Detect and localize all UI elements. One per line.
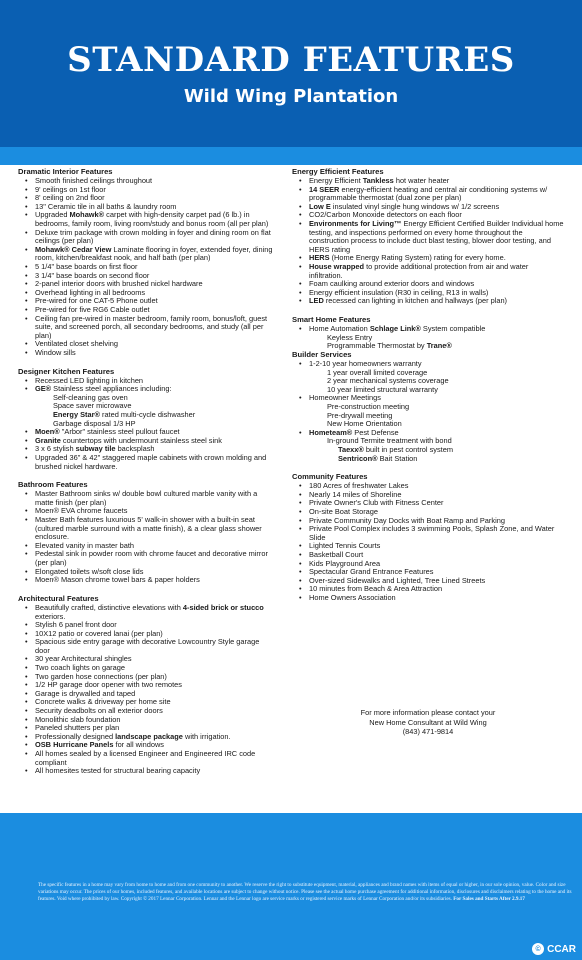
section-title: Energy Efficient Features [292, 167, 384, 176]
feature-text: Foam caulking around exterior doors and windows [309, 279, 475, 289]
feature-text: Overhead lighting in all bedrooms [35, 287, 146, 297]
page-subtitle: Wild Wing Plantation [183, 86, 399, 107]
feature-item [18, 550, 276, 567]
feature-item [292, 455, 564, 464]
feature-text: 1/2 HP garage door opener with two remotes [35, 680, 182, 690]
feature-text: Upgraded 36" & 42" staggered maple cabinets with crown molding and brushed nickel hardware. [35, 453, 267, 471]
section-title: Community Features [292, 472, 368, 482]
feature-item [292, 525, 564, 542]
feature-text-rest: hot water heater [393, 176, 450, 186]
feature-highlight: Hometeam® [309, 427, 353, 437]
feature-item [18, 516, 276, 542]
feature-text: Concrete walks & driveway per home site [35, 697, 171, 707]
feature-text: Moen® EVA chrome faucets [35, 506, 128, 516]
feature-text: Moen® Mason chrome towel bars & paper holders [35, 575, 200, 585]
feature-text-rest: with irrigation. [182, 731, 231, 741]
feature-text: Elongated toilets w/soft close lids [35, 566, 144, 576]
feature-item [292, 446, 564, 455]
disclaimer-sales-date: For Sales and Starts After 2.9.17 [453, 895, 525, 902]
feature-text-rest: exteriors. [35, 611, 66, 621]
feature-highlight: subway tile [75, 444, 116, 454]
feature-highlight: Environments for Living™ [309, 219, 402, 229]
header-accent-strip [0, 147, 582, 165]
feature-text-rest: recessed can lighting in kitchen and hallways (per plan) [323, 296, 508, 306]
feature-text: CO2/Carbon Monoxide detectors on each floor [309, 210, 462, 220]
feature-text-rest: Stainless steel appliances including: [51, 384, 172, 394]
feature-list [18, 490, 276, 585]
feature-text: Ventilated closet shelving [35, 339, 118, 349]
header-banner [0, 0, 582, 147]
feature-text: 10 year limited structural warranty [327, 384, 438, 394]
feature-item [18, 349, 276, 358]
feature-text: On-site Boat Storage [309, 506, 379, 516]
feature-text: In-ground Termite treatment with bond [327, 436, 452, 446]
feature-text-rest: backsplash [115, 444, 155, 454]
feature-text: 9' ceilings on 1st floor [35, 184, 106, 194]
feature-text-rest: insulated vinyl single hung windows w/ 1/2 screens [330, 201, 500, 211]
feature-section [18, 168, 276, 358]
feature-text: Basketball Court [309, 549, 364, 559]
feature-list [292, 482, 564, 602]
feature-text: Paneled shutters per plan [35, 723, 120, 733]
disclaimer-text [38, 882, 578, 902]
ccar-label: CCAR [547, 943, 576, 955]
feature-item [292, 220, 564, 254]
feature-text: Home Automation [309, 324, 370, 334]
feature-highlight: House wrapped [309, 262, 365, 272]
feature-text: Smooth finished ceilings throughout [35, 176, 153, 186]
feature-text: Pre-drywall meeting [327, 410, 393, 420]
feature-text: Kids Playground Area [309, 558, 381, 568]
feature-highlight: Trane® [426, 341, 452, 351]
feature-item [292, 186, 564, 203]
feature-text: Programmable Thermostat by [327, 341, 427, 351]
section-title: Bathroom Features [18, 480, 88, 490]
feature-text: Home Owners Association [309, 592, 396, 602]
feature-item [18, 315, 276, 341]
feature-item [18, 604, 276, 621]
feature-item [18, 750, 276, 767]
section-title: Designer Kitchen Features [18, 366, 115, 376]
feature-highlight: LED [309, 296, 324, 306]
contact-line-2: New Home Consultant at Wild Wing [369, 717, 487, 727]
feature-list [18, 377, 276, 472]
feature-highlight: OSB Hurricane Panels [35, 740, 114, 750]
feature-section [18, 481, 276, 585]
feature-text: 1 year overall limited coverage [327, 367, 428, 377]
left-column [18, 168, 276, 786]
feature-text: Master Bath features luxurious 5' walk-in shower with a built-in seat (cultured marble surround with a matte finish), & a clear glass shower enclosure. [35, 515, 262, 542]
feature-text-rest: "Arbor" stainless steel pullout faucet [59, 427, 180, 437]
feature-item [292, 594, 564, 603]
feature-text: 180 Acres of freshwater Lakes [309, 481, 409, 491]
feature-text: 3 1/4" base boards on second floor [35, 270, 150, 280]
feature-text-rest: carpet with high-density carpet pad (6 lb.) in bedrooms, family room, living room/study and bonus room (all per plan) [35, 210, 269, 229]
feature-text: 8' ceiling on 2nd floor [35, 193, 105, 203]
ccar-logo-icon: © [532, 943, 544, 955]
feature-text-rest: (Home Energy Rating System) rating for every home. [329, 253, 506, 263]
feature-text: 10X12 patio or covered lanai (per plan) [35, 628, 163, 638]
feature-text: 13" Ceramic tile in all baths & laundry room [35, 201, 177, 211]
feature-list [292, 325, 564, 351]
contact-phone: (843) 471-9814 [402, 727, 454, 736]
feature-item [18, 638, 276, 655]
feature-highlight: Mohawk® Cedar View [35, 244, 112, 254]
feature-text: Garage is drywalled and taped [35, 688, 136, 698]
feature-item [18, 490, 276, 507]
feature-text: 10 minutes from Beach & Area Attraction [309, 584, 443, 594]
feature-highlight: Granite [35, 435, 61, 445]
feature-text: Spacious side entry garage with decorative Lowcountry Style garage door [35, 637, 260, 655]
feature-section [292, 316, 564, 351]
feature-text: 5 1/4" base boards on first floor [35, 262, 138, 272]
feature-text: Beautifully crafted, distinctive elevations with [35, 602, 183, 612]
feature-list [292, 360, 564, 463]
feature-text: Pre-construction meeting [327, 401, 410, 411]
feature-text: New Home Orientation [327, 419, 402, 429]
feature-item [292, 297, 564, 306]
feature-text: Private Owner's Club with Fitness Center [309, 498, 444, 508]
feature-highlight: Moen® [35, 427, 60, 437]
feature-text: Professionally designed [35, 731, 116, 741]
feature-text-rest: Bait Station [377, 453, 418, 463]
feature-item [18, 454, 276, 471]
feature-text: Ceiling fan pre-wired in master bedroom, family room, bonus/loft, guest suite, and screened porch, all secondary bedrooms, and study (all per plan) [35, 313, 268, 340]
feature-text: Homeowner Meetings [309, 393, 381, 403]
contact-info [292, 708, 564, 737]
feature-text: Keyless Entry [327, 332, 373, 342]
feature-text: 1-2-10 year homeowners warranty [309, 358, 422, 368]
feature-highlight: GE® [35, 384, 52, 394]
feature-list [292, 177, 564, 306]
feature-text: Over-sized Sidewalks and Lighted, Tree Lined Streets [309, 575, 486, 585]
feature-section [292, 351, 564, 463]
feature-item [292, 263, 564, 280]
feature-text-rest: rated multi-cycle dishwasher [99, 410, 196, 420]
feature-highlight: Energy Star® [53, 410, 100, 420]
feature-text: Pre-wired for five RG6 Cable outlet [35, 305, 150, 314]
feature-text: Garbage disposal 1/3 HP [53, 418, 136, 428]
feature-text: Nearly 14 miles of Shoreline [309, 489, 402, 499]
section-title: Dramatic Interior Features [18, 167, 113, 176]
section-title: Smart Home Features [292, 315, 371, 324]
feature-text: All homes sealed by a licensed Engineer and Engineered IRC code compliant [35, 749, 256, 767]
feature-section [292, 473, 564, 602]
feature-item [18, 229, 276, 246]
ccar-badge [532, 943, 576, 955]
feature-list [18, 604, 276, 776]
section-title: Builder Services [292, 349, 352, 359]
feature-text: Private Pool Complex includes 3 swimming Pools, Splash Zone, and Water Slide [309, 524, 555, 542]
feature-section [18, 595, 276, 776]
page-title: STANDARD FEATURES [67, 40, 515, 80]
feature-text: 30 year Architectural shingles [35, 654, 132, 664]
feature-highlight: Schlage Link® [369, 324, 421, 334]
feature-text-rest: built in pest control system [363, 444, 453, 454]
contact-line-1: For more information please contact your [360, 708, 496, 717]
features-content [0, 165, 582, 813]
feature-highlight: 4-sided brick or stucco [182, 602, 264, 612]
feature-text: Elevated vanity in master bath [35, 540, 135, 550]
feature-text: Self-cleaning gas oven [53, 392, 128, 402]
feature-text-rest: Energy Efficient Certified Builder Individual home testing, and inspections performed on every home throughout the construction process to include duct blast testing, blower door testing, and HERS rating [309, 219, 564, 254]
feature-list [18, 177, 276, 357]
feature-text: Lighted Tennis Courts [309, 541, 381, 551]
feature-text: 3 x 6 stylish [35, 444, 76, 454]
disclaimer-body: The specific features in a home may vary from home to home and from one community to another. We reserve the right to substitute equipment, material, appliances and brand names with items of equal or higher, in our sole opinion, value. Color and size variations may occur. The prices of our homes, included features, and available locations are subject to change without notice. Please see the actual home purchase agreement for additional information, disclosures and disclaimers relating to the home and its features. Void where prohibited by law. Copyright © 2017 Lennar Corporation. Lennar and the Lennar logo are service marks or registered service marks of Lennar Corporation and/or its subsidiaries. [38, 882, 572, 902]
section-title: Architectural Features [18, 593, 99, 603]
feature-highlight: Mohawk® [69, 210, 105, 220]
feature-section [292, 168, 564, 306]
feature-text-rest: System compatible [420, 324, 486, 334]
feature-highlight: HERS [309, 253, 330, 263]
feature-text: Stylish 6 panel front door [35, 620, 117, 630]
feature-text-rest: energy-efficient heating and central air conditioning systems w/ programmable thermostat (dual zone per plan) [309, 184, 548, 203]
feature-text-rest: countertops with undermount stainless steel sink [60, 435, 222, 445]
feature-highlight: Sentricon® [338, 453, 378, 463]
feature-section [18, 368, 276, 472]
feature-text: Window sills [35, 347, 76, 357]
feature-text: Spectacular Grand Entrance Features [309, 567, 434, 577]
feature-item [18, 211, 276, 228]
feature-text-rest: to provide additional protection from air and water infiltration. [309, 262, 529, 280]
feature-text-rest: Laminate flooring in foyer, extended foyer, dining room, kitchen/breakfast nook, and half bath (per plan) [35, 244, 273, 263]
feature-item [18, 576, 276, 585]
feature-highlight: Tankless [362, 176, 394, 186]
feature-text: Two garden hose connections (per plan) [35, 671, 167, 681]
right-column [292, 168, 564, 613]
feature-text-rest: Pest Defense [352, 427, 399, 437]
feature-text: Pedestal sink in powder room with chrome faucet and decorative mirror (per plan) [35, 549, 268, 568]
feature-highlight: Low E [309, 201, 331, 211]
feature-highlight: Taexx® [338, 444, 364, 454]
feature-text: Monolithic slab foundation [35, 714, 121, 724]
feature-text: Upgraded [35, 210, 70, 220]
feature-text: Energy efficient insulation (R30 in ceiling, R13 in walls) [309, 287, 489, 297]
feature-text: 2 year mechanical systems coverage [327, 376, 449, 386]
feature-text: 2-panel interior doors with brushed nickel hardware [35, 279, 203, 289]
footer-banner [0, 813, 582, 960]
feature-item [18, 246, 276, 263]
feature-text: Space saver microwave [53, 401, 132, 411]
feature-text: Recessed LED lighting in kitchen [35, 375, 144, 385]
feature-text: All homesites tested for structural bearing capacity [35, 766, 201, 776]
feature-highlight: landscape package [115, 731, 183, 741]
feature-text: Master Bathroom sinks w/ double bowl cultured marble vanity with a matte finish (per plan) [35, 489, 258, 507]
feature-text: Private Community Day Docks with Boat Ramp and Parking [309, 515, 505, 525]
feature-text: Security deadbolts on all exterior doors [35, 706, 163, 716]
feature-text: Pre-wired for one CAT-5 Phone outlet [35, 296, 158, 306]
feature-item [292, 342, 564, 351]
feature-highlight: 14 SEER [309, 184, 340, 194]
feature-text-rest: for all windows [113, 740, 164, 750]
feature-item [18, 767, 276, 776]
feature-text: Deluxe trim package with crown molding in foyer and dining room on flat ceilings (per plan) [35, 227, 271, 246]
feature-text: Two coach lights on garage [35, 663, 125, 673]
feature-text: Energy Efficient [309, 176, 363, 186]
